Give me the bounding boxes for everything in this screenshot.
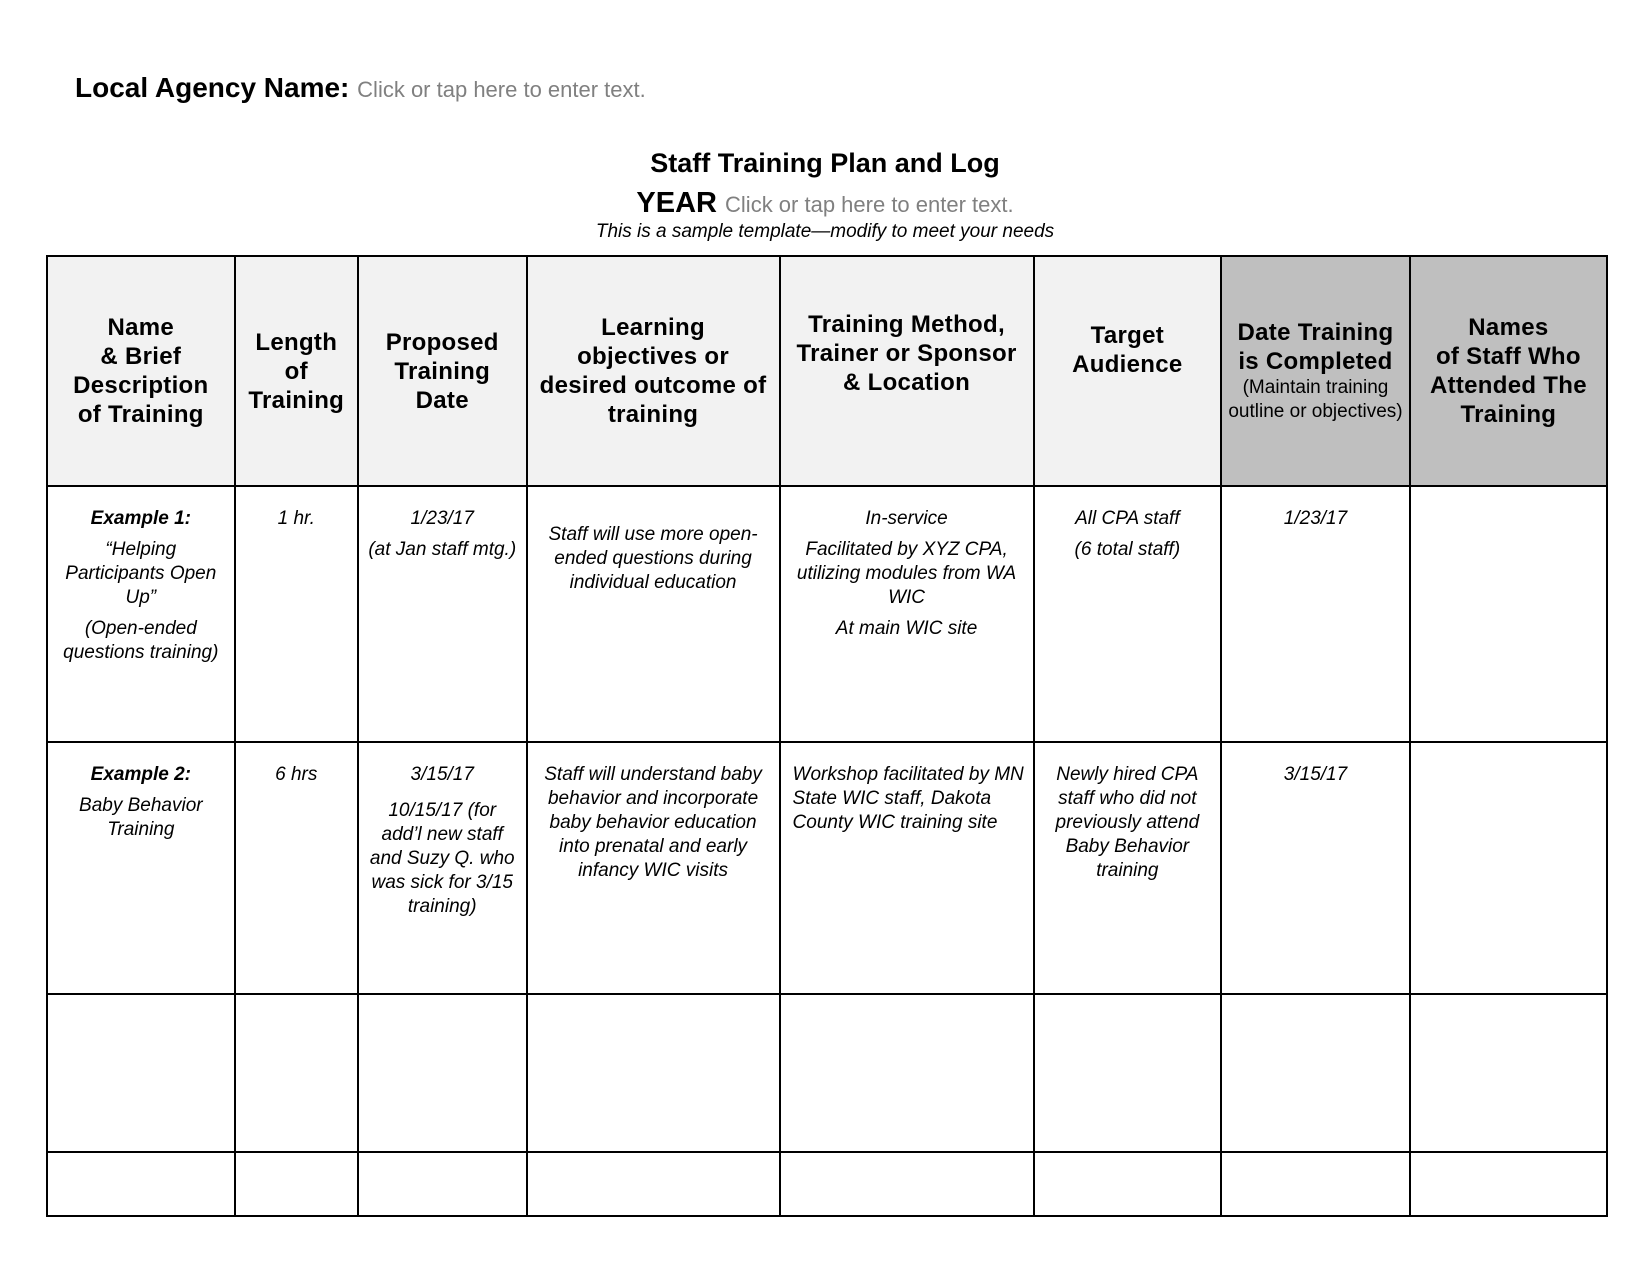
training-method: In-service <box>865 508 948 529</box>
cell-objectives[interactable]: Staff will understand baby behavior and incorporate baby behavior education into prenatal and early infancy WIC visits <box>527 742 780 994</box>
training-title: Baby Behavior Training <box>79 795 203 840</box>
col-header-staff-attended: Names of Staff Who Attended The Training <box>1410 256 1607 486</box>
agency-name-line <box>75 72 646 104</box>
cell-empty[interactable] <box>527 1152 780 1216</box>
cell-empty[interactable] <box>1221 1152 1410 1216</box>
cell-empty[interactable] <box>780 1152 1034 1216</box>
cell-staff-attended[interactable] <box>1410 486 1607 742</box>
col-header-learning-objectives: Learning objectives or desired outcome of training <box>527 256 780 486</box>
table-row <box>47 486 1607 742</box>
proposed-date-note: (at Jan staff mtg.) <box>368 539 517 560</box>
agency-name-label: Local Agency Name: <box>75 72 350 103</box>
example-label: Example 1: <box>90 508 191 529</box>
cell-empty[interactable] <box>1221 994 1410 1152</box>
cell-method[interactable] <box>780 486 1034 742</box>
training-log-table <box>46 255 1608 1217</box>
cell-proposed-date[interactable] <box>358 742 527 994</box>
cell-proposed-date[interactable] <box>358 486 527 742</box>
cell-date-completed[interactable]: 1/23/17 <box>1221 486 1410 742</box>
col-header-target-audience: Target Audience <box>1034 256 1222 486</box>
cell-audience[interactable] <box>1034 486 1222 742</box>
cell-empty[interactable] <box>1034 994 1222 1152</box>
cell-empty[interactable] <box>235 1152 358 1216</box>
cell-empty[interactable] <box>358 1152 527 1216</box>
cell-name[interactable] <box>47 742 235 994</box>
cell-method[interactable]: Workshop facilitated by MN State WIC staff, Dakota County WIC training site <box>780 742 1034 994</box>
proposed-date-note: 10/15/17 (for add’l new staff and Suzy Q. who was sick for 3/15 training) <box>369 800 515 917</box>
cell-empty[interactable] <box>780 994 1034 1152</box>
cell-empty[interactable] <box>1034 1152 1222 1216</box>
cell-empty[interactable] <box>235 994 358 1152</box>
proposed-date: 3/15/17 <box>410 764 474 785</box>
cell-length[interactable]: 1 hr. <box>235 486 358 742</box>
cell-audience[interactable]: Newly hired CPA staff who did not previously attend Baby Behavior training <box>1034 742 1222 994</box>
trainer: Facilitated by XYZ CPA, utilizing modules from WA WIC <box>796 539 1017 608</box>
col-header-date-completed: Date Training is Completed (Maintain training outline or objectives) <box>1221 256 1410 486</box>
col-header-name: Name & Brief Description of Training <box>47 256 235 486</box>
cell-empty[interactable] <box>358 994 527 1152</box>
cell-empty[interactable] <box>1410 1152 1607 1216</box>
date-completed-note: (Maintain training outline or objectives) <box>1228 377 1403 422</box>
proposed-date: 1/23/17 <box>410 508 474 529</box>
cell-objectives[interactable]: Staff will use more open-ended questions during individual education <box>527 486 780 742</box>
location: At main WIC site <box>835 618 978 639</box>
cell-length[interactable]: 6 hrs <box>235 742 358 994</box>
year-input[interactable]: Click or tap here to enter text. <box>725 192 1014 217</box>
year-label: YEAR <box>636 187 717 219</box>
training-description: (Open-ended questions training) <box>63 618 219 663</box>
table-row <box>47 1152 1607 1216</box>
col-header-proposed-date: Proposed Training Date <box>358 256 527 486</box>
audience: All CPA staff <box>1075 508 1180 529</box>
col-header-training-method: Training Method, Trainer or Sponsor & Location <box>780 256 1034 486</box>
cell-empty[interactable] <box>47 994 235 1152</box>
col-header-length: Length of Training <box>235 256 358 486</box>
audience-note: (6 total staff) <box>1074 539 1181 560</box>
cell-empty[interactable] <box>47 1152 235 1216</box>
training-title: “Helping Participants Open Up” <box>65 539 217 608</box>
template-subtitle: This is a sample template—modify to meet your needs <box>595 221 1055 242</box>
cell-date-completed[interactable]: 3/15/17 <box>1221 742 1410 994</box>
year-line <box>0 187 1650 220</box>
agency-name-input[interactable]: Click or tap here to enter text. <box>357 77 646 102</box>
cell-staff-attended[interactable] <box>1410 742 1607 994</box>
cell-empty[interactable] <box>527 994 780 1152</box>
cell-empty[interactable] <box>1410 994 1607 1152</box>
example-label: Example 2: <box>90 764 191 785</box>
document-title: Staff Training Plan and Log <box>650 148 1000 178</box>
cell-name[interactable] <box>47 486 235 742</box>
header-row <box>47 256 1607 486</box>
table-row <box>47 742 1607 994</box>
table-row <box>47 994 1607 1152</box>
